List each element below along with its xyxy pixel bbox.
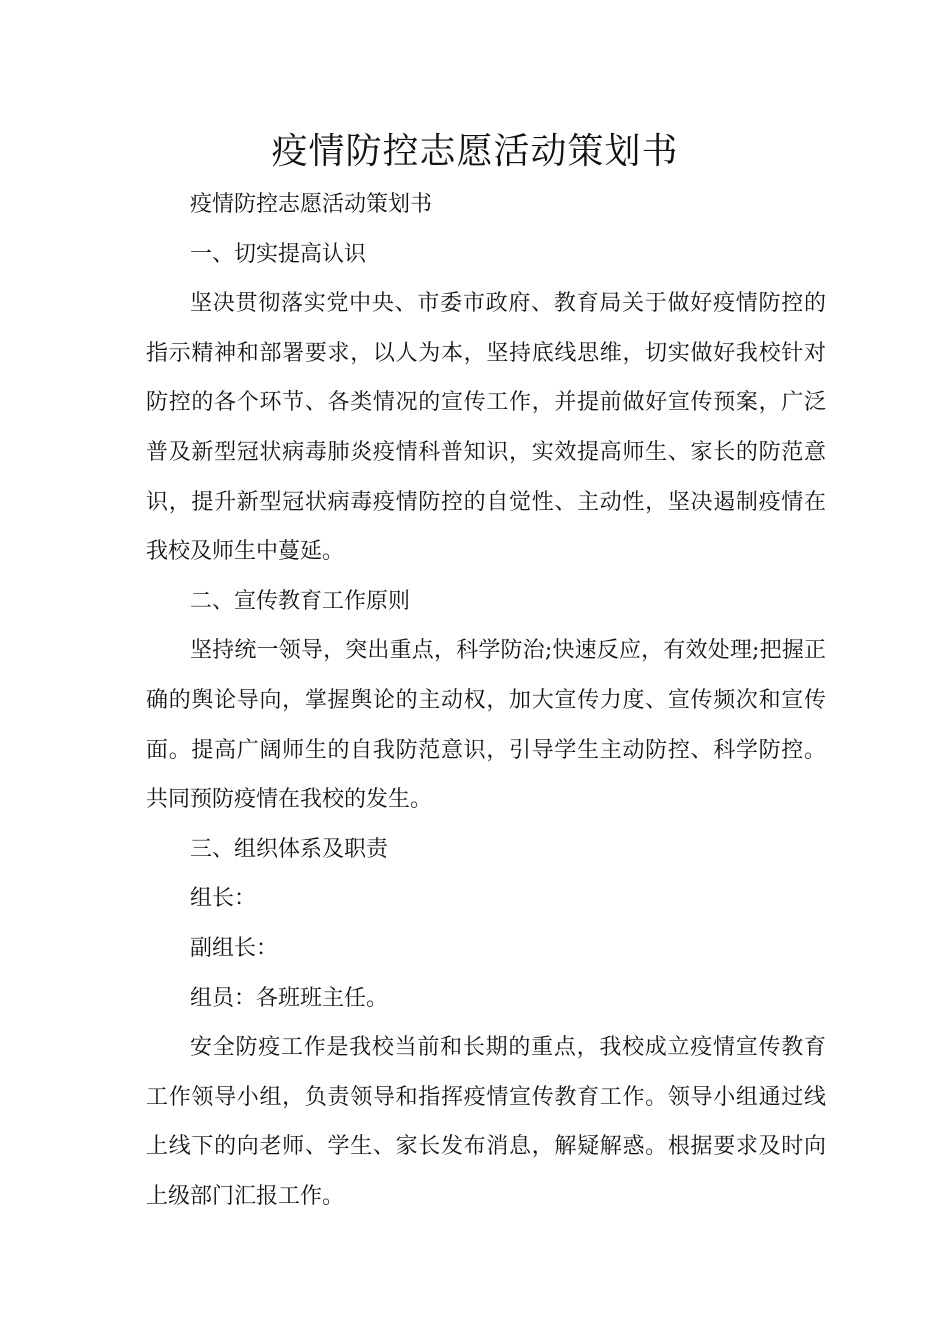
- document-body: [146, 180, 826, 1221]
- document-title: 疫情防控志愿活动策划书: [271, 131, 679, 172]
- group-leader-line: 组长：: [190, 886, 257, 912]
- section-heading-2: 二、宣传教育工作原则: [190, 588, 411, 614]
- members-line: 组员：各班班主任。: [190, 985, 389, 1011]
- section-heading-1: 一、切实提高认识: [190, 241, 367, 267]
- body-paragraph: 坚决贯彻落实党中央、市委市政府、教育局关于做好疫情防控的指示精神和部署要求，以人为本，坚持底线思维，切实做好我校针对防控的各个环节、各类情况的宣传工作，并提前做好宣传预案，广泛普及新型冠状病毒肺炎疫情科普知识，实效提高师生、家长的防范意识，提升新型冠状病毒疫情防控的自觉性、主动性，坚决遏制疫情在我校及师生中蔓延。: [146, 291, 826, 565]
- section-heading-3: 三、组织体系及职责: [190, 836, 389, 862]
- deputy-leader-line: 副组长：: [190, 935, 279, 961]
- subtitle-paragraph: 疫情防控志愿活动策划书: [190, 192, 433, 217]
- body-paragraph: 安全防疫工作是我校当前和长期的重点，我校成立疫情宣传教育工作领导小组，负责领导和指挥疫情宣传教育工作。领导小组通过线上线下的向老师、学生、家长发布消息，解疑解惑。根据要求及时向上级部门汇报工作。: [146, 1035, 826, 1209]
- body-paragraph: 坚持统一领导，突出重点，科学防治;快速反应，有效处理;把握正确的舆论导向，掌握舆论的主动权，加大宣传力度、宣传频次和宣传面。提高广阔师生的自我防范意识，引导学生主动防控、科学防控。共同预防疫情在我校的发生。: [146, 638, 826, 813]
